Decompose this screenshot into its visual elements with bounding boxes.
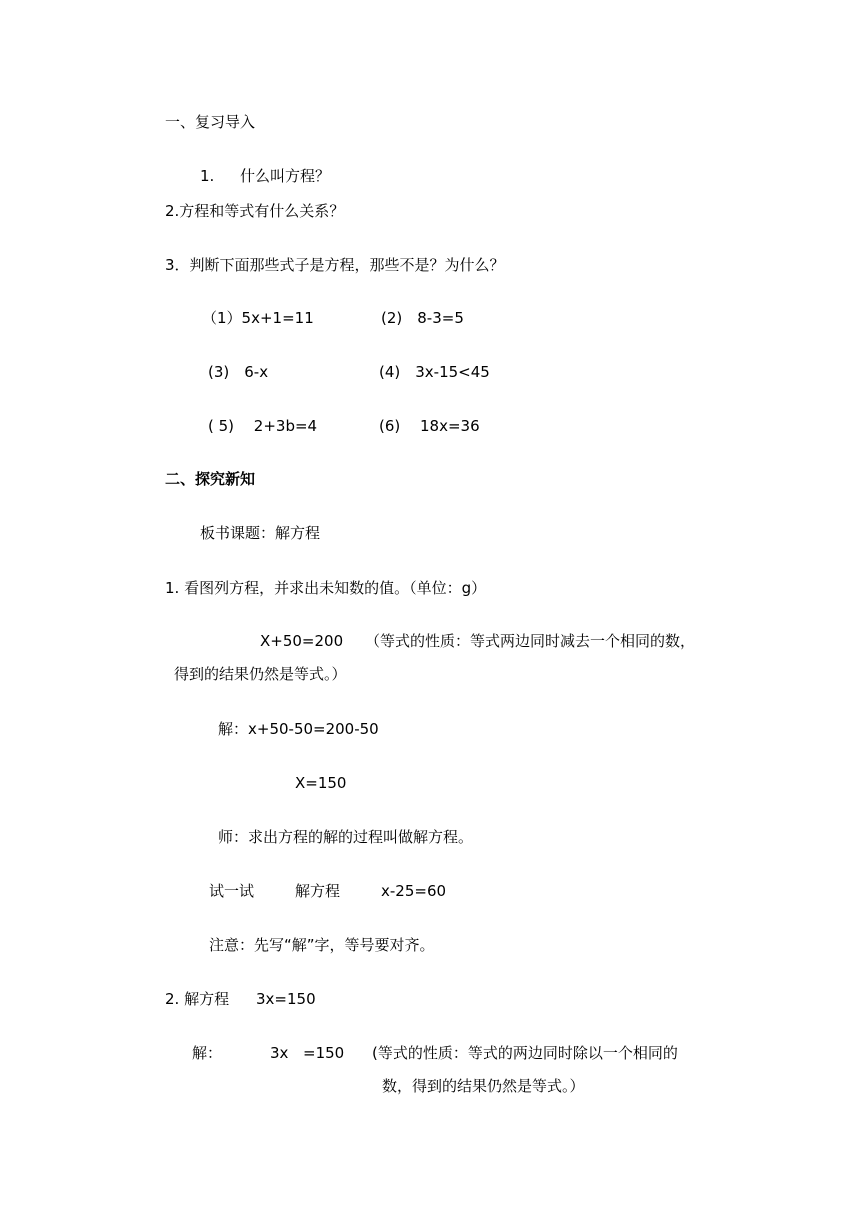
solution-1-result: X=150 [295, 774, 347, 792]
try-equation: x-25=60 [381, 882, 447, 900]
problem-2-note-line1: (等式的性质：等式的两边同时除以一个相同的 [372, 1044, 678, 1062]
problem-2-equation: 3x=150 [256, 990, 316, 1008]
problem-2-label: 2. 解方程 [165, 990, 230, 1008]
question-1-text: 什么叫方程？ [240, 167, 331, 185]
equation-item-6: (6) 18x=36 [379, 417, 480, 435]
teacher-note: 师：求出方程的解的过程叫做解方程。 [218, 828, 474, 846]
equation-item-1: （1）5x+1=11 [202, 309, 314, 327]
solution-2-rhs: =150 [303, 1044, 345, 1062]
problem-1-equation: X+50=200 [260, 632, 344, 650]
equation-item-4: (4) 3x-15<45 [379, 363, 490, 381]
problem-1-note-line2: 得到的结果仍然是等式。） [174, 665, 347, 683]
section-title-review: 一、复习导入 [165, 113, 256, 131]
try-solve-label: 解方程 [295, 882, 341, 900]
solution-1: 解：x+50-50=200-50 [218, 720, 379, 738]
try-label: 试一试 [209, 882, 255, 900]
solution-2-label: 解： [192, 1044, 223, 1062]
question-2: 2.方程和等式有什么关系？ [165, 202, 345, 220]
question-1-number: 1. [200, 167, 215, 185]
solution-2-lhs: 3x [270, 1044, 289, 1062]
problem-1-note-line1: （等式的性质：等式两边同时减去一个相同的数， [365, 632, 696, 650]
equation-item-5: ( 5) 2+3b=4 [208, 417, 318, 435]
board-topic: 板书课题：解方程 [200, 524, 321, 542]
notice: 注意：先写“解”字，等号要对齐。 [209, 936, 435, 954]
equation-item-3: (3) 6-x [208, 363, 269, 381]
problem-2-note-line2: 数，得到的结果仍然是等式。） [382, 1077, 585, 1095]
equation-item-2: (2) 8-3=5 [381, 309, 464, 327]
problem-1: 1. 看图列方程，并求出未知数的值。（单位：g） [165, 579, 487, 597]
section-title-explore: 二、探究新知 [165, 470, 256, 488]
question-3: 3．判断下面那些式子是方程，那些不是？为什么？ [165, 256, 505, 274]
